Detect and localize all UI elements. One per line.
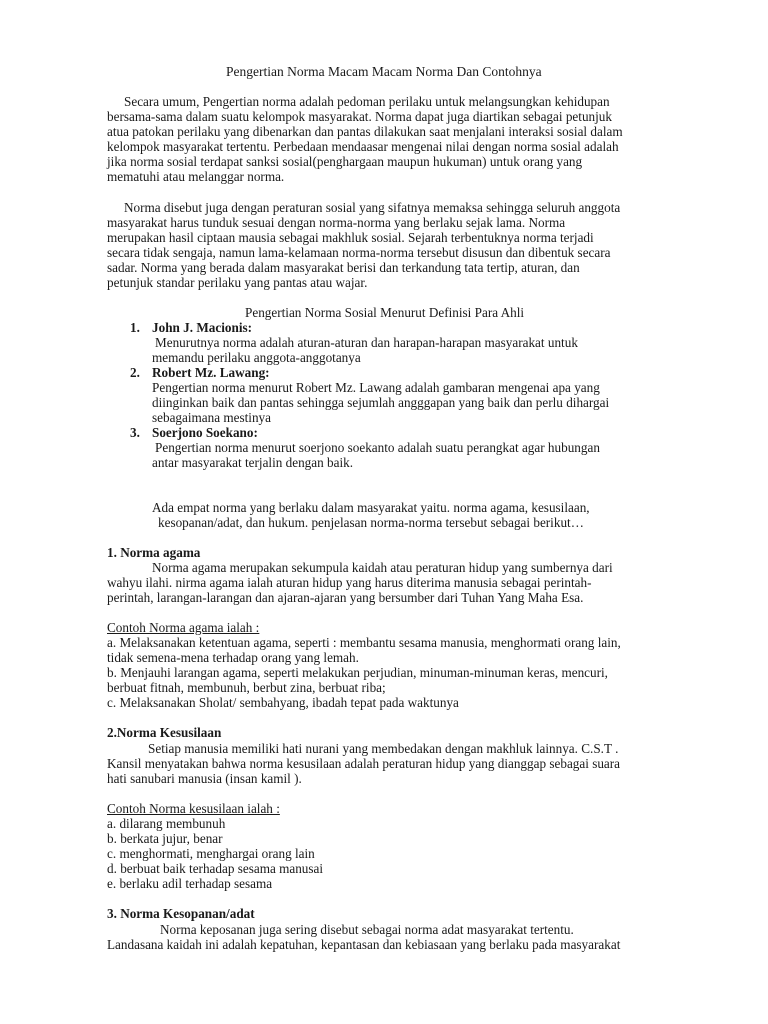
expert-name: Soerjono Soekano: bbox=[152, 425, 258, 440]
paragraph-line: Norma agama merupakan sekumpula kaidah atau peraturan hidup yang sumbernya dari bbox=[152, 560, 613, 575]
paragraph-line: Setiap manusia memiliki hati nurani yang membedakan dengan makhluk lainnya. C.S.T . bbox=[148, 741, 619, 756]
list-number: 1. bbox=[130, 320, 140, 335]
example-item: d. berbuat baik terhadap sesama manusai bbox=[107, 861, 324, 876]
paragraph-line: sadar. Norma yang berada dalam masyarakat berisi dan terkandung tata tertip, aturan, dan bbox=[107, 260, 580, 275]
expert-line: memandu perilaku anggota-anggotanya bbox=[152, 350, 361, 365]
paragraph-line: Landasana kaidah ini adalah kepatuhan, kepantasan dan kebiasaan yang berlaku pada masyarakat bbox=[107, 937, 621, 952]
document-title: Pengertian Norma Macam Macam Norma Dan Contohnya bbox=[226, 64, 542, 79]
paragraph-line: mematuhi atau melanggar norma. bbox=[107, 169, 285, 184]
paragraph-line: bersama-sama dalam suatu kelompok masyarakat. Norma dapat juga diartikan sebagai petunjuk bbox=[107, 109, 612, 124]
expert-name: John J. Macionis: bbox=[152, 320, 253, 335]
paragraph-line: wahyu ilahi. nirma agama ialah aturan hidup yang harus diterima manusia sebagai perintah- bbox=[107, 575, 592, 590]
expert-line: Pengertian norma menurut soerjono soekanto adalah suatu perangkat agar hubungan bbox=[155, 440, 600, 455]
example-item: berbuat fitnah, membunuh, berbut zina, berbuat riba; bbox=[107, 680, 386, 695]
expert-line: sebagaimana mestinya bbox=[152, 410, 272, 425]
expert-line: diinginkan baik dan pantas sehingga sejumlah angggapan yang baik dan perlu dihargai bbox=[152, 395, 610, 410]
example-item: b. Menjauhi larangan agama, seperti melakukan perjudian, minuman-minuman keras, mencuri, bbox=[107, 665, 608, 680]
paragraph-line: Secara umum, Pengertian norma adalah pedoman perilaku untuk melangsungkan kehidupan bbox=[124, 94, 610, 109]
section-heading: 2.Norma Kesusilaan bbox=[107, 725, 222, 740]
paragraph-line: petunjuk standar perilaku yang pantas atau wajar. bbox=[107, 275, 368, 290]
example-item: e. berlaku adil terhadap sesama bbox=[107, 876, 273, 891]
paragraph-line: atua patokan perilaku yang dibenarkan dan pantas dilakukan saat menjalani interaksi sosial dalam bbox=[107, 124, 623, 139]
example-item: c. Melaksanakan Sholat/ sembahyang, ibadah tepat pada waktunya bbox=[107, 695, 459, 710]
paragraph-line: secara tidak sengaja, namun lama-kelamaan norma-norma tersebut disusun dan dibentuk secara bbox=[107, 245, 611, 260]
section-heading: Pengertian Norma Sosial Menurut Definisi Para Ahli bbox=[245, 305, 525, 320]
example-item: b. berkata jujur, benar bbox=[107, 831, 223, 846]
paragraph-line: Kansil menyatakan bahwa norma kesusilaan adalah peraturan hidup yang dianggap sebagai suara bbox=[107, 756, 621, 771]
example-item: a. Melaksanakan ketentuan agama, seperti : membantu sesama manusia, menghormati orang lain, bbox=[107, 635, 621, 650]
section-heading: 1. Norma agama bbox=[107, 545, 201, 560]
paragraph-line: jika norma sosial terdapat sanksi sosial(penghargaan maupun hukuman) untuk orang yang bbox=[107, 154, 583, 169]
paragraph-line: merupakan hasil ciptaan mausia sebagai makhluk sosial. Sejarah terbentuknya norma terjadi bbox=[107, 230, 594, 245]
example-title: Contoh Norma agama ialah : bbox=[107, 620, 260, 635]
section-heading: 3. Norma Kesopanan/adat bbox=[107, 906, 255, 921]
expert-line: Menurutnya norma adalah aturan-aturan dan harapan-harapan masyarakat untuk bbox=[155, 335, 578, 350]
example-title: Contoh Norma kesusilaan ialah : bbox=[107, 801, 280, 816]
expert-name: Robert Mz. Lawang: bbox=[152, 365, 270, 380]
paragraph-line: Norma keposanan juga sering disebut sebagai norma adat masyarakat tertentu. bbox=[160, 922, 574, 937]
paragraph-line: perintah, larangan-larangan dan ajaran-ajaran yang bersumber dari Tuhan Yang Maha Esa. bbox=[107, 590, 584, 605]
paragraph-line: kesopanan/adat, dan hukum. penjelasan norma-norma tersebut sebagai berikut… bbox=[158, 515, 584, 530]
expert-line: Pengertian norma menurut Robert Mz. Lawang adalah gambaran mengenai apa yang bbox=[152, 380, 600, 395]
paragraph-line: hati sanubari manusia (insan kamil ). bbox=[107, 771, 302, 786]
example-item: a. dilarang membunuh bbox=[107, 816, 226, 831]
paragraph-line: masyarakat harus tunduk sesuai dengan norma-norma yang berlaku sejak lama. Norma bbox=[107, 215, 566, 230]
paragraph-line: kelompok masyarakat tertentu. Perbedaan mendaasar mengenai nilai dengan norma sosial adalah bbox=[107, 139, 619, 154]
paragraph-line: Norma disebut juga dengan peraturan sosial yang sifatnya memaksa sehingga seluruh anggota bbox=[124, 200, 621, 215]
list-number: 3. bbox=[130, 425, 140, 440]
example-item: tidak semena-mena terhadap orang yang lemah. bbox=[107, 650, 359, 665]
example-item: c. menghormati, menghargai orang lain bbox=[107, 846, 315, 861]
expert-line: antar masyarakat terjalin dengan baik. bbox=[152, 455, 354, 470]
list-number: 2. bbox=[130, 365, 140, 380]
paragraph-line: Ada empat norma yang berlaku dalam masyarakat yaitu. norma agama, kesusilaan, bbox=[152, 500, 590, 515]
